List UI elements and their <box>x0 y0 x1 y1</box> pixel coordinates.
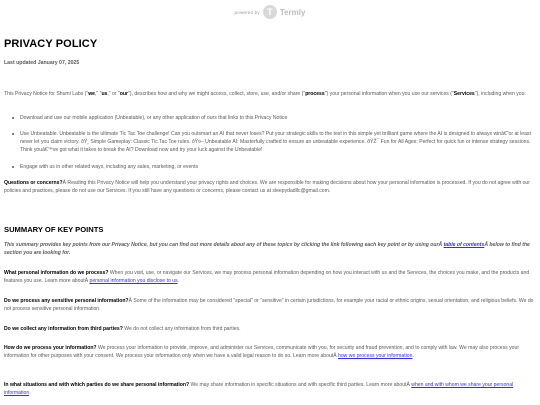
summary-intro: This summary provides key points from our Privacy Notice, but you can find out more details about any of these topics by clicking the link following each key point or by using ourÂ table of contentsÂ below to find the section you are looking for. <box>4 242 530 257</box>
personal-info-link[interactable]: personal information you disclose to us <box>89 278 178 285</box>
summary-heading: SUMMARY OF KEY POINTS <box>4 225 104 234</box>
sharing-link[interactable]: when and with whom we share your personal information <box>4 382 514 397</box>
termly-logo-icon: T <box>263 5 277 19</box>
questions-paragraph: Questions or concerns?Â Reading this Privacy Notice will help you understand your privacy rights and choices. We are responsible for making decisions about how your personal information is processed. If you do not agree with our policies and practices, please do not use our Services. If you still have any questions or concerns, please contact us at sleepydadllc@gmail.com. <box>4 180 530 195</box>
list-item: Use Unbeatable. Unbeatable is the ultimate Tic Tac Toe challenge! Can you outsmart an AI that never loses? Put your strategic skills to the test in this simple yet brilliant game where the AI is designed to always winâ€”or at least never let you claim victory. ðŸ¸ Simple Gameplay: Classic Tic Tac Toe rules. ðŸ¤– Unbeatable AI: Masterfully crafted to ensure an unbeatable experience. ðŸŽ¯ Fun for All Ages: Perfect for quick fun or intense strategy sessions. Think youâ€™ve got what it takes to break the AI? Download now and try your luck against the Unbeatable! <box>20 131 531 154</box>
key-point-processing: How do we process your information? We process your information to provide, improve, and administer our Services, communicate with you, for security and fraud prevention, and to comply with law. We may also process your information for other purposes with your consent. We process your information only when we have a valid legal reason to do so. Learn more aboutÂ how we process your information. <box>4 345 520 360</box>
intro-paragraph: This Privacy Notice for Shumi Labs ("we," "us," or "our"), describes how and why we might access, collect, store, use, and/or share ("process") your personal information when you use our services ("Services"), including when you: <box>4 91 526 97</box>
key-point-sharing: In what situations and with which parties do we share personal information? We may share information in specific situations and with specific third parties. Learn more aboutÂ when and with whom we share your personal information. <box>4 382 514 397</box>
key-point-personal-info: What personal information do we process? When you visit, use, or navigate our Services, we may process personal information depending on how you interact with us and the Services, the choices you make, and the products and features you use. Learn more aboutÂ personal information you disclose to us. <box>4 270 530 285</box>
termly-brand-name: Termly <box>279 7 306 17</box>
page-title: PRIVACY POLICY <box>4 38 98 50</box>
powered-by-label: powered by <box>234 9 260 15</box>
key-point-sensitive-info: Do we process any sensitive personal information?Â Some of the information may be considered "special" or "sensitive" in certain jurisdictions, for example your racial or ethnic origins, sexual orientation, and religious beliefs. We do not process sensitive personal information. <box>4 298 534 313</box>
list-item: Engage with us in other related ways, including any sales, marketing, or events <box>20 163 532 171</box>
last-updated: Last updated January 07, 2025 <box>4 60 80 66</box>
list-item: Download and use our mobile application (Unbeatable), or any other application of ours that links to this Privacy Notice <box>20 114 532 122</box>
table-of-contents-link[interactable]: table of contents <box>443 242 485 248</box>
key-point-third-parties: Do we collect any information from third parties? We do not collect any information from third parties. <box>4 326 241 332</box>
policy-header <box>4 38 535 50</box>
questions-label: Questions or concerns? <box>4 180 63 186</box>
powered-by-termly-badge[interactable] <box>0 4 540 20</box>
how-we-process-link[interactable]: how we process your information <box>338 353 413 360</box>
